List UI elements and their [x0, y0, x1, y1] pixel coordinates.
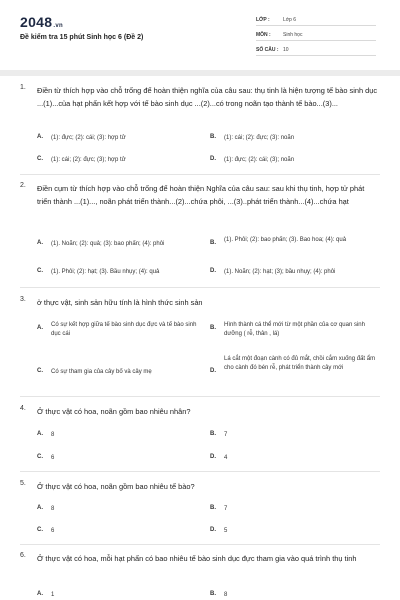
option-letter: C.: [37, 368, 43, 374]
meta-class: [256, 14, 376, 26]
question-stem: Điền từ thích hợp vào chỗ trống để hoàn thiện nghĩa của câu sau: thụ tinh là hiện tượng tế bào sinh dục ...(1)...của hạt phấn kết hợp với tế bào sinh dục ...(2)...có trong noãn tạo thành tế bào...(3)...: [37, 86, 378, 108]
question-divider: [20, 396, 380, 397]
option-text: (1). Phôi; (2): hạt; (3). Bầu nhụy; (4): quả: [51, 269, 160, 275]
option-letter: B.: [210, 134, 216, 140]
option-text: 7: [224, 506, 228, 512]
option-text: Có sự tham gia của cây bố và cây mẹ: [51, 369, 152, 375]
option-letter: B.: [210, 240, 216, 246]
meta-value: Lớp 6: [283, 17, 297, 23]
option-text: 6: [51, 528, 55, 534]
question-stem: Ở thực vật có hoa, mỗi hạt phấn có bao nhiêu tế bào sinh dục đực tham gia vào quá trình thụ tinh: [37, 554, 357, 563]
question-number: 1.: [20, 84, 26, 91]
question-stem: Ở thực vật có hoa, noãn gồm bao nhiêu nhân?: [37, 407, 191, 416]
meta-question-count: [256, 44, 376, 56]
option-letter: A.: [37, 134, 43, 140]
option-letter: B.: [210, 325, 216, 331]
option-letter: D.: [210, 368, 216, 374]
meta-subject: [256, 29, 376, 41]
question-divider: [20, 544, 380, 545]
meta-key: LỚP :: [256, 17, 270, 23]
question-number: 4.: [20, 405, 26, 412]
option-letter: B.: [210, 591, 216, 597]
question-stem: ở thực vật, sinh sản hữu tính là hình thức sinh sản: [37, 298, 203, 307]
option-letter: D.: [210, 156, 216, 162]
option-letter: B.: [210, 505, 216, 511]
option-letter: C.: [37, 454, 43, 460]
option-text: 7: [224, 432, 228, 438]
option-text: 4: [224, 455, 228, 461]
page-header: [0, 0, 400, 64]
question-number: 3.: [20, 296, 26, 303]
option-text: (1): đực; (2): cái; (3): hợp tử: [51, 135, 126, 141]
option-text: (1): cái; (2): đực; (3); hợp tử: [51, 157, 126, 163]
header-divider: [0, 70, 400, 76]
option-text: 1: [51, 592, 55, 598]
question-stem: Ở thực vật có hoa, noãn gồm bao nhiêu tế bào?: [37, 482, 195, 491]
option-letter: A.: [37, 591, 43, 597]
option-letter: C.: [37, 156, 43, 162]
option-letter: D.: [210, 527, 216, 533]
option-text: 8: [51, 432, 55, 438]
option-text: 8: [51, 506, 55, 512]
question-divider: [20, 471, 380, 472]
option-letter: C.: [37, 268, 43, 274]
option-text: (1): cái; (2): đực; (3): noãn: [224, 135, 295, 141]
option-letter: D.: [210, 268, 216, 274]
exam-title: Đề kiểm tra 15 phút Sinh học 6 (Đề 2): [20, 34, 144, 41]
question-stem: Điền cụm từ thích hợp vào chỗ trống để hoàn thiện Nghĩa của câu sau: sau khi thụ tinh, hợp tử phát triển thành ...(1)..., noãn phát triển thành...(2)...chứa phôi, ...(3)..phát triển thành...(4)...chứa hạt: [37, 184, 365, 206]
option-text: Có sự kết hợp giữa tế bào sinh dục đực và tế bào sinh dục cái: [51, 322, 197, 337]
option-text: Hình thành cá thể mới từ một phần của cơ quan sinh dưỡng ( rễ, thân , lá): [224, 322, 365, 337]
question-number: 5.: [20, 480, 26, 487]
option-letter: A.: [37, 431, 43, 437]
option-letter: A.: [37, 240, 43, 246]
option-text: 6: [51, 455, 55, 461]
meta-value: 10: [283, 47, 289, 53]
meta-key: SỐ CÂU :: [256, 47, 279, 53]
option-text: (1). Noãn; (2): hạt; (3); bầu nhụy; (4): phôi: [224, 269, 336, 275]
option-text: (1): đực; (2): cái; (3); noãn: [224, 157, 295, 163]
question-divider: [20, 174, 380, 175]
option-text: 5: [224, 528, 228, 534]
question-divider: [20, 287, 380, 288]
option-text: (1). Phôi; (2): bao phấn; (3). Bao hoa; (4): quả: [224, 237, 347, 243]
option-text: 8: [224, 592, 228, 598]
question-number: 2.: [20, 182, 26, 189]
option-text: Lá cắt một đoạn cành có đủ mắt, chồi cắm xuống đất ẩm cho cành đó bén rễ, phát triển thành cây mới: [224, 356, 376, 371]
option-letter: A.: [37, 325, 43, 331]
option-text: (1). Noãn; (2): quả; (3): bao phấn; (4): phôi: [51, 241, 165, 247]
option-letter: C.: [37, 527, 43, 533]
option-letter: A.: [37, 505, 43, 511]
meta-value: Sinh học: [283, 32, 303, 38]
option-letter: D.: [210, 454, 216, 460]
logo-suffix: .vn: [53, 23, 63, 29]
logo-text: 2048: [20, 14, 53, 30]
question-number: 6.: [20, 552, 26, 559]
meta-key: MÔN :: [256, 32, 271, 38]
option-letter: B.: [210, 431, 216, 437]
site-logo[interactable]: [20, 14, 63, 30]
